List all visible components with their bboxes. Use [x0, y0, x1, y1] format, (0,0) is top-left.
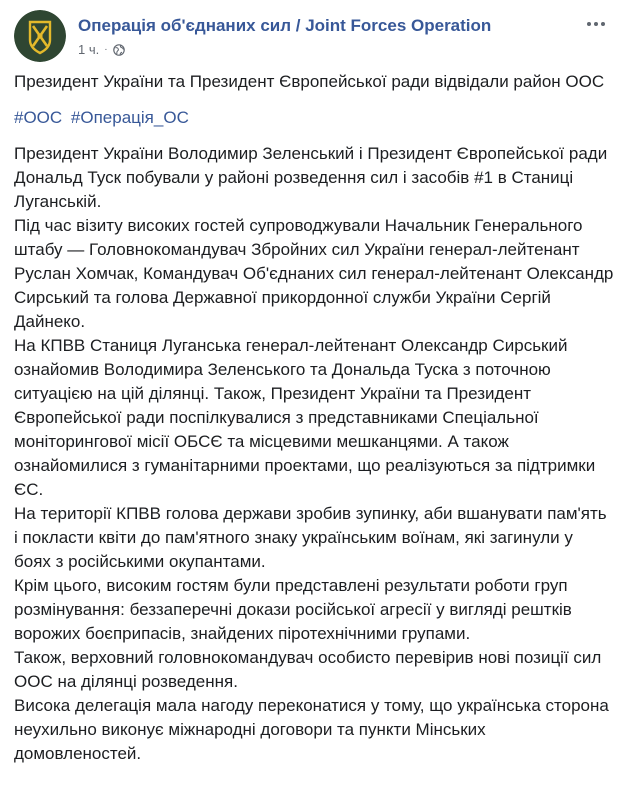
- post-headline: Президент України та Президент Європейської ради відвідали район ООС: [14, 72, 605, 91]
- post-timestamp[interactable]: 1 ч.: [78, 42, 100, 57]
- hashtag-link[interactable]: #ООС: [14, 108, 63, 127]
- post-meta: [78, 42, 125, 57]
- post-text: [14, 142, 614, 766]
- page-avatar[interactable]: [14, 10, 66, 62]
- post-paragraph: Висока делегація мала нагоду переконатися у тому, що українська сторона неухильно виконує міжнародні договори та пункти Мінських домовленостей.: [14, 696, 609, 763]
- post-paragraph: Президент України Володимир Зеленський і Президент Європейської ради Дональд Туск побували у районі розведення сил і засобів #1 в Станиці Луганській.: [14, 144, 608, 211]
- post-paragraph: На території КПВВ голова держави зробив зупинку, аби вшанувати пам'ять і покласти квіти до пам'ятного знаку українським воїнам, які загинули у боях з російськими окупантами.: [14, 504, 607, 571]
- post-paragraph: Крім цього, високим гостям були представлені результати роботи груп розмінування: беззаперечні докази російської агресії у вигляді рештків ворожих боєприпасів, знайдених піротехнічними групами.: [14, 576, 572, 643]
- post-paragraph: Під час візиту високих гостей супроводжували Начальник Генерального штабу — Головнокомандувач Збройних сил України генерал-лейтенант Руслан Хомчак, Командувач Об'єднаних сил генерал-лейтенант Олександр Сирський та голова Державної прикордонної служби України Сергій Дайнеко.: [14, 216, 614, 331]
- more-options-icon[interactable]: [584, 14, 608, 34]
- post-paragraph: На КПВВ Станиця Луганська генерал-лейтенант Олександр Сирський ознайомив Володимира Зеленського та Дональда Туска з поточною ситуацією на цій ділянці. Також, Президент України та Президент Європейської ради поспілкувалися з представниками Спеціальної моніторингової місії ОБСЄ та місцевими мешканцями. А також ознайомилися з гуманітарними проектами, що реалізуються за підтримки ЄС.: [14, 336, 596, 499]
- hashtag-row: [14, 106, 614, 130]
- joint-forces-emblem-icon: [14, 10, 66, 62]
- post-header: [14, 6, 622, 66]
- meta-separator: ·: [104, 44, 108, 55]
- hashtag-link[interactable]: #Операція_ОС: [70, 108, 189, 127]
- globe-icon[interactable]: [113, 44, 125, 56]
- page-name-link[interactable]: Операція об'єднаних сил / Joint Forces Operation: [78, 16, 492, 35]
- post-body: [14, 62, 614, 766]
- post-paragraph: Також, верховний головнокомандувач особисто перевірив нові позиції сил ООС на ділянці розведення.: [14, 648, 602, 691]
